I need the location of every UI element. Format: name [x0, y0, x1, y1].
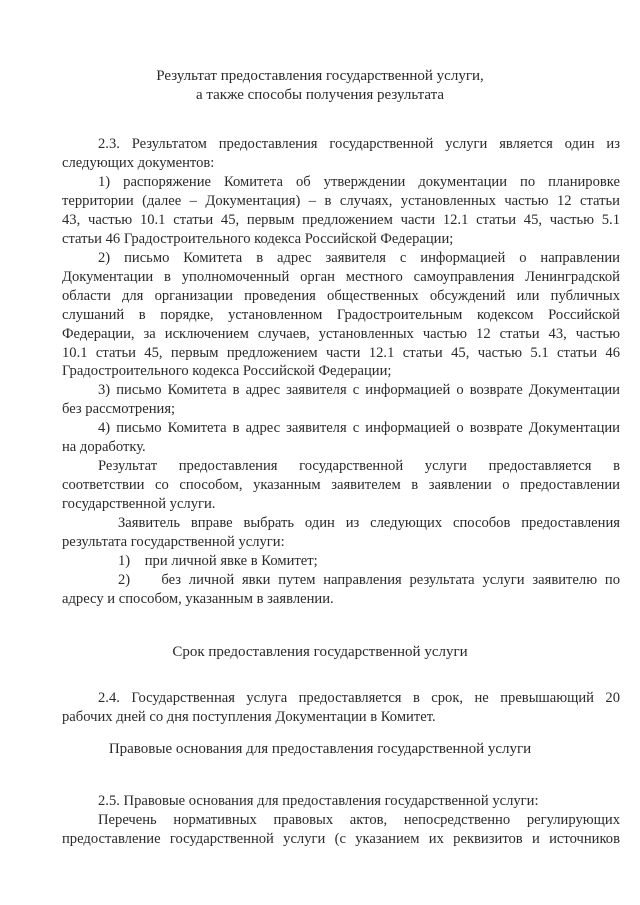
- result-delivery-paragraph: [62, 457, 620, 514]
- section-heading-legal: [60, 740, 580, 759]
- text-line: соответствии со способом, указанным заявителем в заявлении о предоставлении: [62, 476, 620, 493]
- list-item-4: [62, 419, 620, 457]
- normative-acts-paragraph: [62, 811, 620, 849]
- text-line: на доработку.: [62, 438, 146, 455]
- heading-line: Результат предоставления государственной услуги,: [156, 68, 484, 84]
- heading-line: а также способы получения результата: [195, 87, 444, 103]
- text-line: адресу и способом, указанным в заявлении.: [62, 590, 334, 607]
- choice-item-2: [62, 571, 620, 609]
- text-line: без рассмотрения;: [62, 400, 176, 417]
- text-line: статьи 46 Градостроительного кодекса Российской Федерации;: [62, 230, 454, 247]
- text-line: государственной услуги.: [62, 495, 216, 512]
- list-item-3: [62, 381, 620, 419]
- text-line: 10.1 статьи 45, первым предложением части 12.1 статьи 45, частью 5.1 статьи 46: [62, 344, 620, 361]
- list-item-2: [62, 249, 620, 381]
- text-line: 4) письмо Комитета в адрес заявителя с информацией о возврате Документации: [98, 420, 620, 436]
- text-line: 2.4. Государственная услуга предоставляется в срок, не превышающий 20: [98, 690, 620, 706]
- text-line: Федерации, за исключением случаев, установленных частью 12 статьи 43, частью: [62, 325, 620, 342]
- heading-line: Срок предоставления государственной услуги: [172, 644, 468, 660]
- text-line: 1) при личной явке в Комитет;: [118, 553, 318, 569]
- text-line: слушаний в порядке, установленном Градостроительным кодексом Российской: [62, 306, 620, 323]
- text-line: предоставление государственной услуги (с указанием их реквизитов и источников: [62, 830, 620, 847]
- section-heading-result: [60, 67, 580, 105]
- applicant-choice-paragraph: [62, 514, 620, 552]
- text-line: 1) распоряжение Комитета об утверждении документации по планировке: [98, 174, 620, 190]
- text-line: 43, частью 10.1 статьи 45, первым предложением части 12.1 статьи 45, частью 5.1: [62, 211, 620, 228]
- text-line: 2.5. Правовые основания для предоставления государственной услуги:: [98, 793, 539, 809]
- section-heading-term: [60, 643, 580, 662]
- text-line: 2) письмо Комитета в адрес заявителя с информацией о направлении: [98, 250, 620, 266]
- text-line: Перечень нормативных правовых актов, непосредственно регулирующих: [98, 812, 620, 828]
- text-line: 2) без личной явки путем направления результата услуги заявителю по: [118, 572, 620, 588]
- heading-line: Правовые основания для предоставления государственной услуги: [108, 741, 532, 757]
- text-line: области для организации проведения общественных обсуждений или публичных: [62, 287, 620, 304]
- text-line: рабочих дней со дня поступления Документации в Комитет.: [62, 708, 436, 725]
- text-line: Градостроительного кодекса Российской Федерации;: [62, 363, 392, 380]
- paragraph-2-3: [62, 135, 620, 173]
- choice-item-1: [62, 552, 620, 571]
- text-line: Заявитель вправе выбрать один из следующих способов предоставления: [118, 515, 620, 531]
- list-item-1: [62, 173, 620, 249]
- text-line: следующих документов:: [62, 154, 215, 171]
- text-line: 3) письмо Комитета в адрес заявителя с информацией о возврате Документации: [98, 382, 620, 398]
- text-line: 2.3. Результатом предоставления государственной услуги является один из: [98, 136, 620, 152]
- text-line: территории (далее – Документация) – в случаях, установленных частью 12 статьи: [62, 192, 620, 209]
- text-line: Результат предоставления государственной услуги предоставляется в: [98, 458, 620, 474]
- text-line: Документации в уполномоченный орган местного самоуправления Ленинградской: [62, 268, 620, 285]
- paragraph-2-5: [62, 792, 620, 811]
- text-line: результата государственной услуги:: [62, 533, 285, 550]
- paragraph-2-4: [62, 689, 620, 727]
